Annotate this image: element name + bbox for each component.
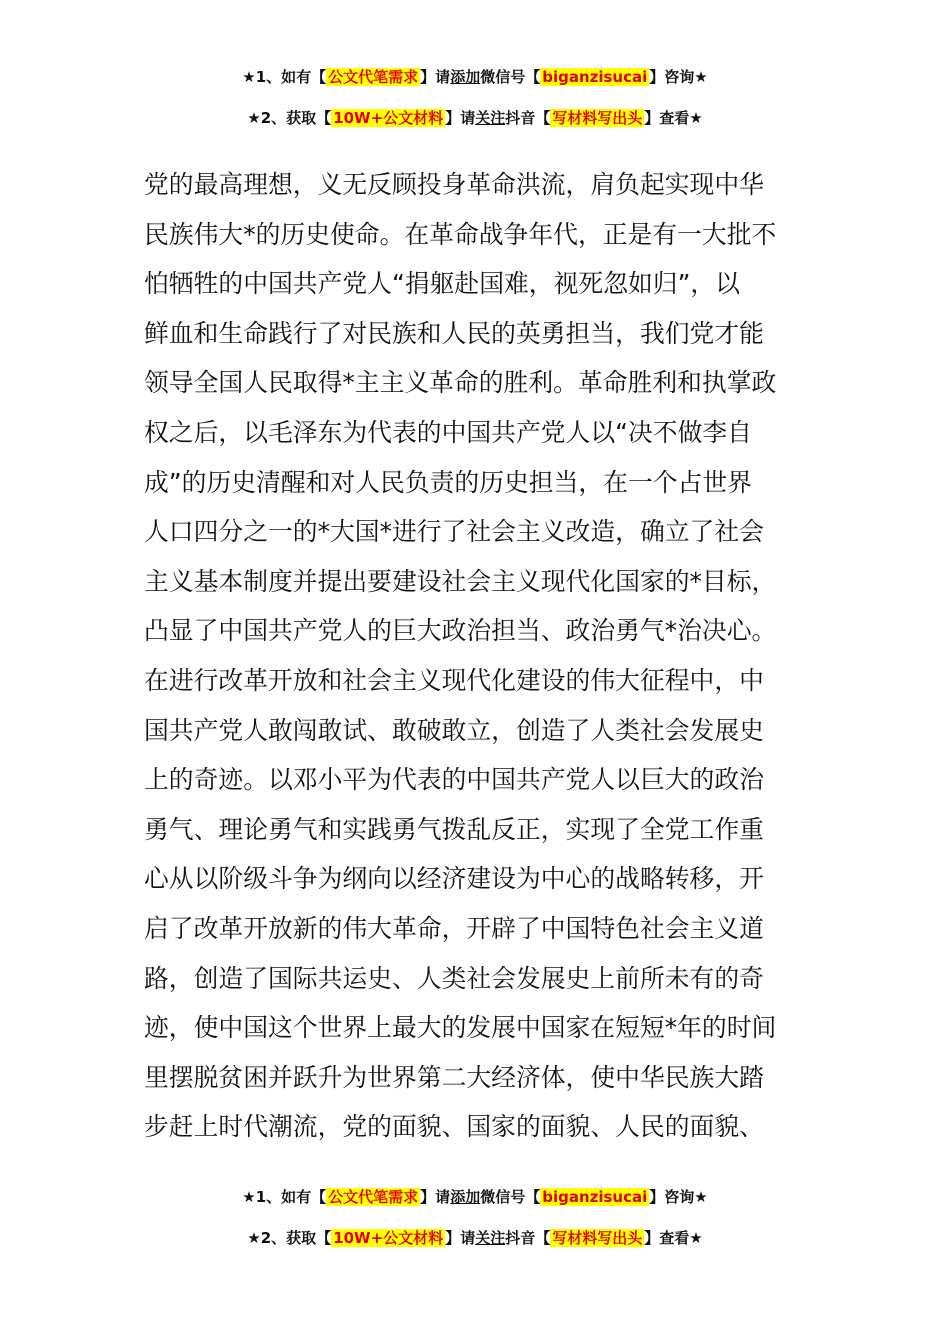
header-banner — [0, 66, 950, 148]
text-line: 在进行改革开放和社会主义现代化建设的伟大征程中，中 — [144, 665, 764, 695]
text-line: 启了改革开放新的伟大革命，开辟了中国特色社会主义道 — [144, 913, 764, 943]
text-line: 怕牺牲的中国共产党人“捐躯赴国难，视死忽如归”，以 — [144, 269, 741, 299]
text-line: 人口四分之一的*大国*进行了社会主义改造，确立了社会 — [144, 517, 764, 547]
text-line: 权之后，以毛泽东为代表的中国共产党人以“决不做李自 — [144, 417, 752, 447]
text-line: 主义基本制度并提出要建设社会主义现代化国家的*目标， — [144, 566, 777, 596]
banner-text: 】请 — [445, 109, 476, 127]
banner-text: 微信号【 — [480, 68, 541, 86]
banner-text: ★2、获取【 — [247, 109, 332, 127]
banner-text: 】请 — [420, 1188, 451, 1206]
text-line: 路，创造了国际共运史、人类社会发展史上前所未有的奇 — [144, 963, 764, 993]
text-line: 民族伟大*的历史使命。在革命战争年代，正是有一大批不 — [144, 219, 777, 249]
banner-text: 】咨询★ — [649, 68, 708, 86]
text-line: 迹，使中国这个世界上最大的发展中国家在短短*年的时间 — [144, 1013, 777, 1043]
banner-text: ★2、获取【 — [247, 1229, 332, 1247]
banner-text: 】查看★ — [644, 109, 703, 127]
banner-text: 】查看★ — [644, 1229, 703, 1247]
highlight-service: 公文代笔需求 — [328, 68, 419, 86]
banner-line-2 — [0, 1227, 950, 1249]
banner-text: 】请 — [420, 68, 451, 86]
banner-text: 抖音【 — [505, 109, 551, 127]
follow-link[interactable]: 关注 — [475, 1229, 506, 1247]
highlight-materials: 10W+公文材料 — [333, 109, 444, 127]
text-line: 心从以阶级斗争为纲向以经济建设为中心的战略转移，开 — [144, 864, 764, 894]
banner-text: ★1、如有【 — [242, 68, 327, 86]
banner-text: ★1、如有【 — [242, 1188, 327, 1206]
footer-banner — [0, 1186, 950, 1268]
banner-line-2 — [0, 107, 950, 129]
text-line: 勇气、理论勇气和实践勇气拨乱反正，实现了全党工作重 — [144, 814, 764, 844]
banner-text: 】咨询★ — [649, 1188, 708, 1206]
text-line: 步赶上时代潮流，党的面貌、国家的面貌、人民的面貌、 — [144, 1112, 764, 1142]
banner-line-1 — [0, 1186, 950, 1208]
highlight-wechat-id: biganzisucai — [542, 1188, 648, 1206]
follow-link[interactable]: 关注 — [475, 109, 506, 127]
text-line: 国共产党人敢闯敢试、敢破敢立，创造了人类社会发展史 — [144, 715, 764, 745]
highlight-materials: 10W+公文材料 — [333, 1229, 444, 1247]
text-line: 成”的历史清醒和对人民负责的历史担当，在一个占世界 — [144, 467, 752, 497]
highlight-douyin-id: 写材料写出头 — [552, 1229, 643, 1247]
text-line: 领导全国人民取得*主主义革命的胜利。革命胜利和执掌政 — [144, 368, 777, 398]
banner-line-1 — [0, 66, 950, 88]
banner-text: 抖音【 — [505, 1229, 551, 1247]
highlight-wechat-id: biganzisucai — [542, 68, 648, 86]
text-line: 上的奇迹。以邓小平为代表的中国共产党人以巨大的政治 — [144, 765, 764, 795]
add-link[interactable]: 添加 — [450, 68, 481, 86]
highlight-douyin-id: 写材料写出头 — [552, 109, 643, 127]
highlight-service: 公文代笔需求 — [328, 1188, 419, 1206]
text-line: 里摆脱贫困并跃升为世界第二大经济体，使中华民族大踏 — [144, 1062, 764, 1092]
banner-text: 微信号【 — [480, 1188, 541, 1206]
body-paragraph — [144, 160, 814, 1152]
text-line: 鲜血和生命践行了对民族和人民的英勇担当，我们党才能 — [144, 318, 764, 348]
banner-text: 】请 — [445, 1229, 476, 1247]
text-line: 凸显了中国共产党人的巨大政治担当、政治勇气*治决心。 — [144, 616, 777, 646]
text-line: 党的最高理想，义无反顾投身革命洪流，肩负起实现中华 — [144, 170, 764, 199]
add-link[interactable]: 添加 — [450, 1188, 481, 1206]
